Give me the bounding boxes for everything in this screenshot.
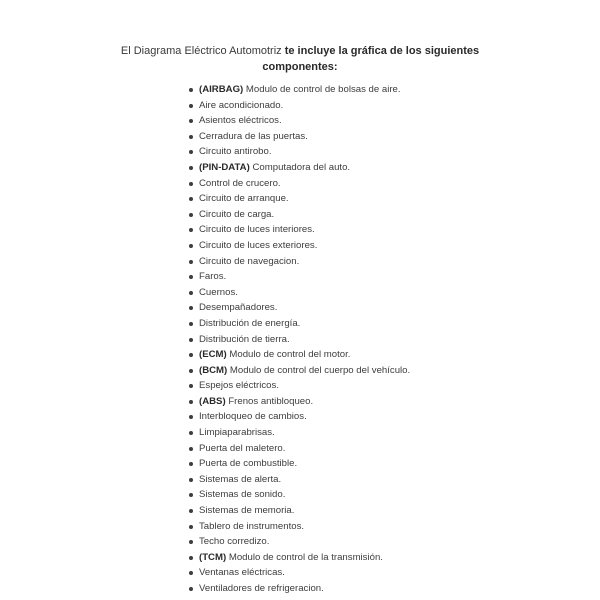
component-text: Modulo de control del cuerpo del vehículo. [227,364,411,376]
list-item [186,472,410,488]
list-item [186,82,410,98]
list-item [186,378,410,394]
bullet-icon [189,306,193,310]
bullet-icon [189,400,193,404]
component-text: Desempañadores. [199,302,278,314]
bullet-icon [189,556,193,560]
list-item [186,191,410,207]
list-item [186,565,410,581]
component-code: (ABS) [199,395,226,407]
list-item [186,519,410,535]
component-text: Modulo de control del motor. [226,349,351,361]
bullet-icon [189,478,193,482]
bullet-icon [189,415,193,419]
bullet-icon [189,509,193,513]
component-text: Modulo de control de bolsas de aire. [243,84,401,95]
component-text: Distribución de tierra. [199,333,290,345]
component-text: Limpiaparabrisas. [199,427,275,439]
bullet-icon [189,104,193,108]
component-text: Circuito de luces interiores. [199,224,315,236]
list-item [186,487,410,503]
bullet-icon [189,291,193,295]
component-text: Circuito de arranque. [199,193,289,205]
intro-lead-text: El Diagrama Eléctrico Automotriz [120,45,285,57]
component-text: Faros. [199,271,227,283]
bullet-icon [189,244,193,248]
list-item [186,269,410,285]
intro-paragraph [100,43,500,75]
component-text: Circuito de luces exteriores. [199,239,318,251]
component-text: Circuito de carga. [199,208,275,220]
component-code: (TCM) [199,551,227,563]
list-item [186,222,410,238]
list-item [186,144,410,160]
list-item [186,425,410,441]
bullet-icon [189,447,193,451]
component-text: Sistemas de sonido. [199,489,286,501]
list-item [186,363,410,379]
bullet-icon [189,119,193,123]
bullet-icon [189,462,193,466]
list-item [186,347,410,363]
component-text: Puerta del maletero. [199,442,286,454]
bullet-icon [189,182,193,186]
list-item [186,332,410,348]
list-item [186,98,410,114]
component-text: Techo corredizo. [199,536,270,548]
component-text: Cerradura de las puertas. [199,130,308,142]
component-text: Puerta de combustible. [199,458,298,470]
bullet-icon [189,135,193,139]
bullet-icon [189,166,193,170]
list-item [186,207,410,223]
component-code: (AIRBAG) [199,84,244,95]
list-item [186,129,410,145]
component-text: Circuito antirobo. [199,146,272,158]
bullet-icon [189,571,193,575]
list-item [186,441,410,457]
component-text: Aire acondicionado. [199,99,284,111]
component-code: (ECM) [199,349,227,361]
list-item [186,581,410,597]
component-text: Interbloqueo de cambios. [199,411,307,423]
component-text: Computadora del auto. [249,161,351,173]
component-text: Sistemas de memoria. [199,505,295,517]
component-list [186,82,410,597]
list-item [186,113,410,129]
component-text: Control de crucero. [199,177,281,189]
list-item [186,300,410,316]
list-item [186,394,410,410]
bullet-icon [189,228,193,232]
list-item [186,503,410,519]
intro-bold-text: te incluye la gráfica de los siguientes componentes: [262,45,480,73]
bullet-icon [189,493,193,497]
list-item [186,238,410,254]
bullet-icon [189,587,193,591]
component-text: Asientos eléctricos. [199,115,282,127]
list-item [186,285,410,301]
component-text: Circuito de navegacion. [199,255,300,267]
bullet-icon [189,431,193,435]
component-code: (PIN-DATA) [199,161,250,173]
component-text: Modulo de control de la transmisión. [226,551,383,563]
bullet-icon [189,384,193,388]
bullet-icon [189,275,193,279]
bullet-icon [189,353,193,357]
list-item [186,316,410,332]
bullet-icon [189,338,193,342]
component-text: Sistemas de alerta. [199,473,282,485]
bullet-icon [189,213,193,217]
list-item [186,176,410,192]
list-item [186,254,410,270]
bullet-icon [189,150,193,154]
component-text: Espejos eléctricos. [199,380,279,392]
component-text: Frenos antibloqueo. [225,395,314,407]
bullet-icon [189,197,193,201]
list-item [186,409,410,425]
list-item [186,534,410,550]
bullet-icon [189,525,193,529]
list-item [186,550,410,566]
component-text: Ventiladores de refrigeracion. [199,583,324,594]
bullet-icon [189,540,193,544]
list-item [186,160,410,176]
component-text: Cuernos. [199,286,238,298]
bullet-icon [189,322,193,326]
component-text: Distribución de energía. [199,317,301,329]
component-code: (BCM) [199,364,228,376]
bullet-icon [189,88,193,92]
bullet-icon [189,369,193,373]
list-item [186,456,410,472]
component-text: Ventanas eléctricas. [199,567,285,579]
component-text: Tablero de instrumentos. [199,520,305,532]
bullet-icon [189,260,193,264]
